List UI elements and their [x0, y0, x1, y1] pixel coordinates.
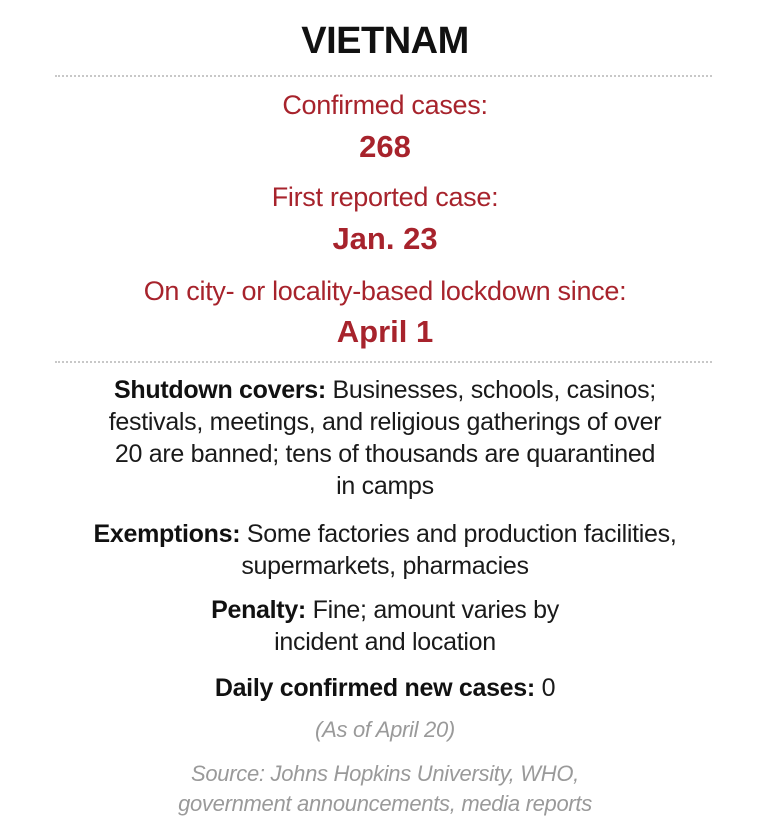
as-of-date-note: (As of April 20): [315, 717, 455, 742]
shutdown-label: Shutdown covers:: [114, 376, 326, 404]
shutdown-line-1: [40, 374, 730, 406]
daily-cases-label: Daily confirmed new cases:: [214, 674, 535, 702]
top-dotted-divider: [55, 75, 712, 77]
penalty-line-1: [40, 594, 730, 626]
lockdown-label: On city- or locality-based lockdown since:: [143, 276, 627, 306]
first-case-value: Jan. 23: [332, 221, 438, 256]
first-case-label: First reported case:: [271, 182, 499, 212]
shutdown-line-2: festivals, meetings, and religious gatherings of over: [108, 408, 662, 436]
exemptions-section: [40, 518, 730, 582]
penalty-section: [40, 594, 730, 658]
shutdown-line-3: 20 are banned; tens of thousands are quarantined: [114, 440, 656, 468]
penalty-label: Penalty:: [211, 596, 306, 624]
confirmed-cases-label: Confirmed cases:: [282, 90, 488, 120]
penalty-text-1: Fine; amount varies by: [305, 596, 559, 624]
source-line-1: Source: Johns Hopkins University, WHO,: [191, 761, 579, 786]
shutdown-line-4: in camps: [336, 472, 434, 500]
middle-dotted-divider: [55, 361, 712, 363]
daily-cases-section: [40, 672, 730, 704]
daily-cases-line: [40, 672, 730, 704]
shutdown-section: [40, 374, 730, 502]
exemptions-line-1: [40, 518, 730, 550]
penalty-line-2: incident and location: [274, 628, 496, 656]
confirmed-cases-value: 268: [359, 129, 411, 164]
daily-cases-value: 0: [534, 674, 556, 702]
exemptions-label: Exemptions:: [93, 520, 241, 548]
lockdown-value: April 1: [336, 314, 434, 349]
exemptions-line-2: supermarkets, pharmacies: [241, 552, 529, 580]
exemptions-text-1: Some factories and production facilities,: [240, 520, 677, 548]
source-line-2: government announcements, media reports: [178, 791, 592, 816]
shutdown-text-1: Businesses, schools, casinos;: [325, 376, 656, 404]
country-title: VIETNAM: [301, 20, 469, 62]
